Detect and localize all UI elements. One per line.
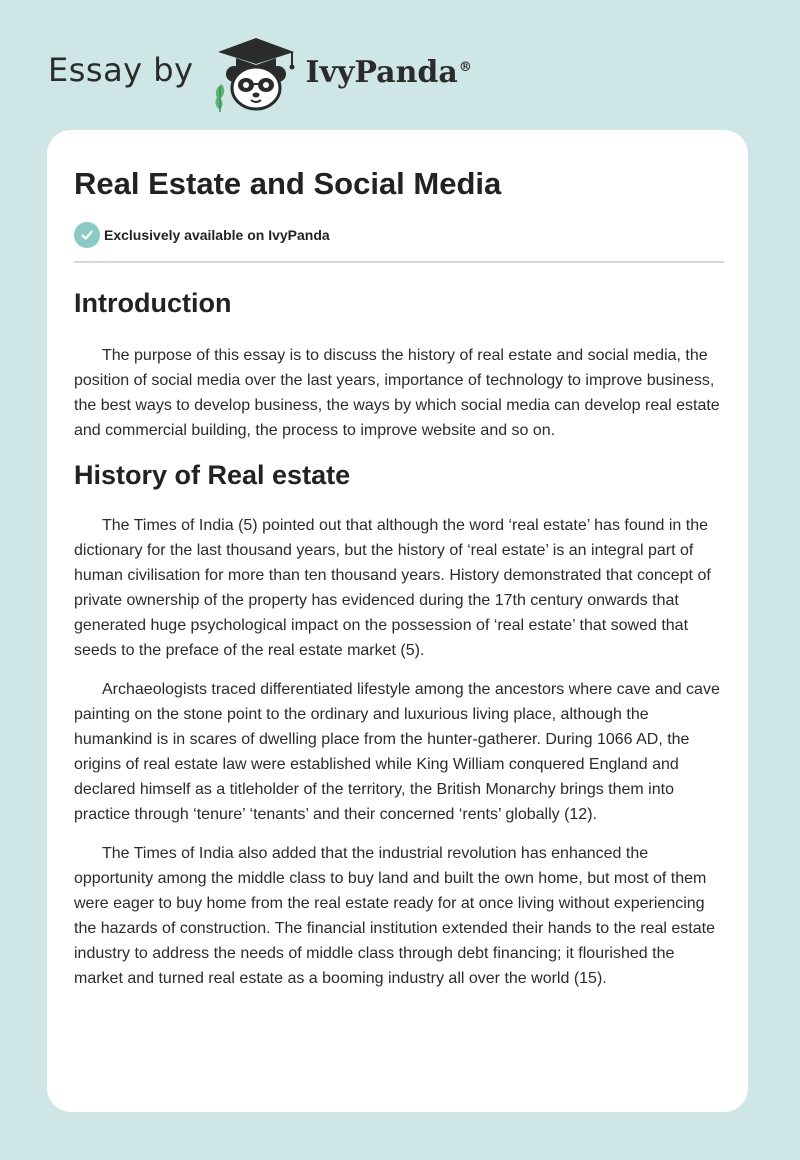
essay-title: Real Estate and Social Media [74,166,502,201]
registered-mark: ® [458,59,472,75]
essay-body [74,285,724,1005]
paragraph: Archaeologists traced differentiated lifestyle among the ancestors where cave and cave painting on the stone point to the ordinary and luxurious living place, although the humankind is in scares of dwelling place from the hunter-gatherer. During 1066 AD, the origins of real estate law were established while King William conquered England and declared himself as a titleholder of the territory, the British Monarchy brings them into practice through ‘tenure’ ‘tenants’ and their concerned ‘rents’ globally (12). [74,681,720,823]
section-history [74,457,724,991]
site-header [48,34,472,114]
paragraph: The purpose of this essay is to discuss the history of real estate and social media, the position of social media over the last years, importance of technology to improve business, the best ways to develop business, the ways by which social media can develop real estate and commercial building, the process to improve website and so on. [74,347,720,439]
essay-by-label: Essay by [48,51,194,89]
check-icon [74,222,100,248]
section-introduction [74,285,724,443]
essay-card [47,130,748,1112]
section-heading: History of Real estate [74,460,351,490]
divider [74,261,724,263]
exclusive-badge [74,222,330,248]
exclusive-label: Exclusively available on IvyPanda [104,227,330,243]
section-heading: Introduction [74,288,232,318]
brand-name: IvyPanda® [305,54,472,90]
panda-graduate-icon [208,34,304,114]
paragraph: The Times of India (5) pointed out that although the word ‘real estate’ has found in the dictionary for the last thousand years, but the history of ‘real estate’ is an integral part of human civilisation for more than ten thousand years. History demonstrated that concept of private ownership of the property has evidenced during the 17th century onwards that generated huge psychological impact on the possession of ‘real estate’ that sowed that seeds to the preface of the real estate market (5). [74,517,711,659]
paragraph: The Times of India also added that the industrial revolution has enhanced the opportunity among the middle class to buy land and built the own home, but most of them were eager to buy home from the real estate ready for at once living without experiencing the hazards of construction. The financial institution extended their hands to the real estate industry to address the needs of middle class through debt financing; it flourished the market and turned real estate as a booming industry all over the world (15). [74,845,715,987]
